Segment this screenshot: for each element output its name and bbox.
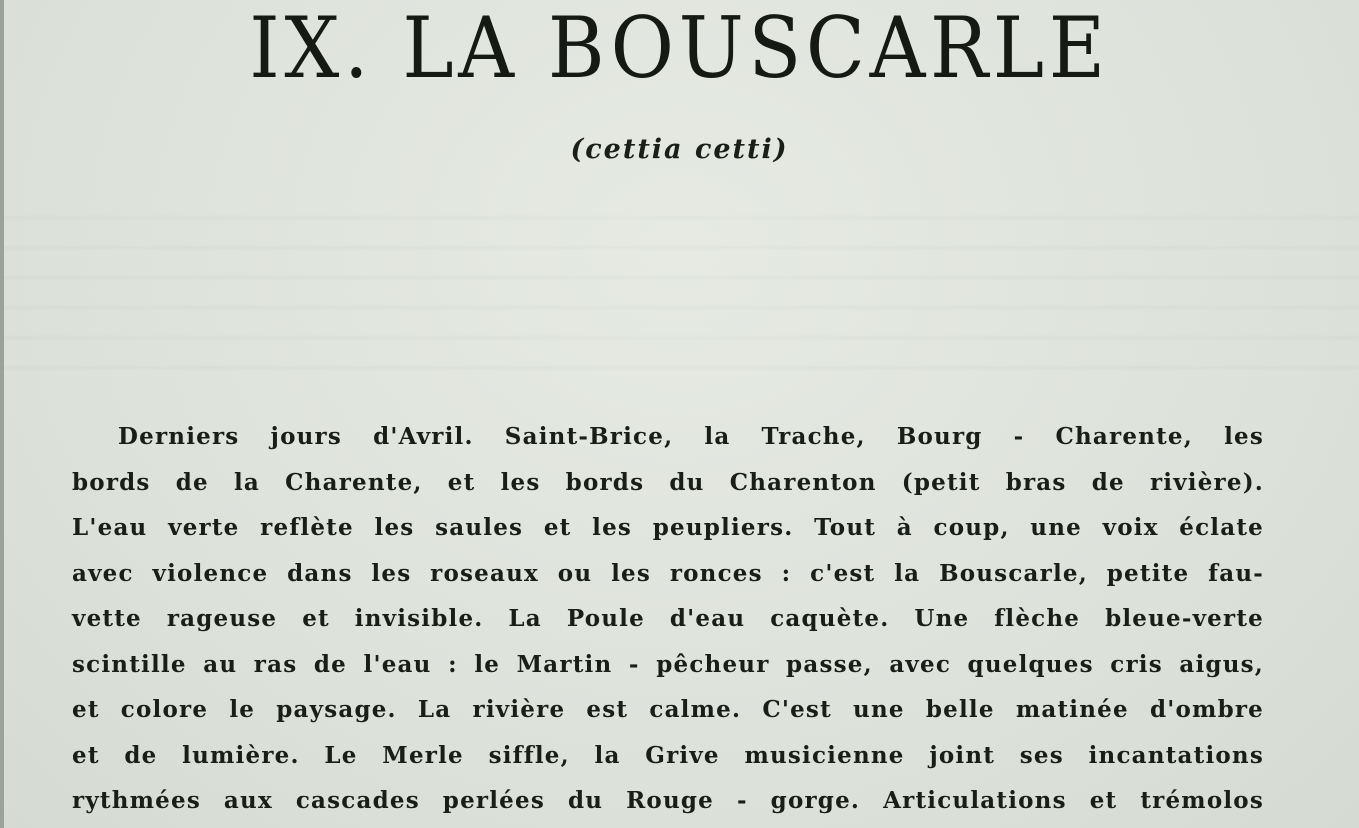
text-line: vette rageuse et invisible. La Poule d'eau caquète. Une flèche bleue-verte — [72, 605, 1264, 632]
text-line: avec violence dans les roseaux ou les ronces : c'est la Bouscarle, petite fau- — [72, 559, 1264, 587]
text-line: scintille au ras de l'eau : le Martin - pêcheur passe, avec quelques cris aigus, — [72, 650, 1264, 678]
text-line: L'eau verte reflète les saules et les peupliers. Tout à coup, une voix éclate — [72, 514, 1264, 541]
body-text — [72, 414, 1264, 824]
text-line: et colore le paysage. La rivière est calme. C'est une belle matinée d'ombre — [72, 696, 1264, 723]
chapter-subtitle: (cettia cetti) — [570, 134, 789, 165]
bleed-through-text — [0, 190, 1359, 390]
text-line: rythmées aux cascades perlées du Rouge - gorge. Articulations et trémolos — [72, 787, 1264, 814]
text-line: et de lumière. Le Merle siffle, la Grive musicienne joint ses incantations — [72, 741, 1264, 769]
chapter-title: IX. LA BOUSCARLE — [249, 0, 1110, 97]
page-edge — [0, 0, 4, 828]
text-line: Derniers jours d'Avril. Saint-Brice, la Trache, Bourg - Charente, les — [118, 423, 1264, 450]
text-line: bords de la Charente, et les bords du Charenton (petit bras de rivière). — [72, 468, 1264, 496]
